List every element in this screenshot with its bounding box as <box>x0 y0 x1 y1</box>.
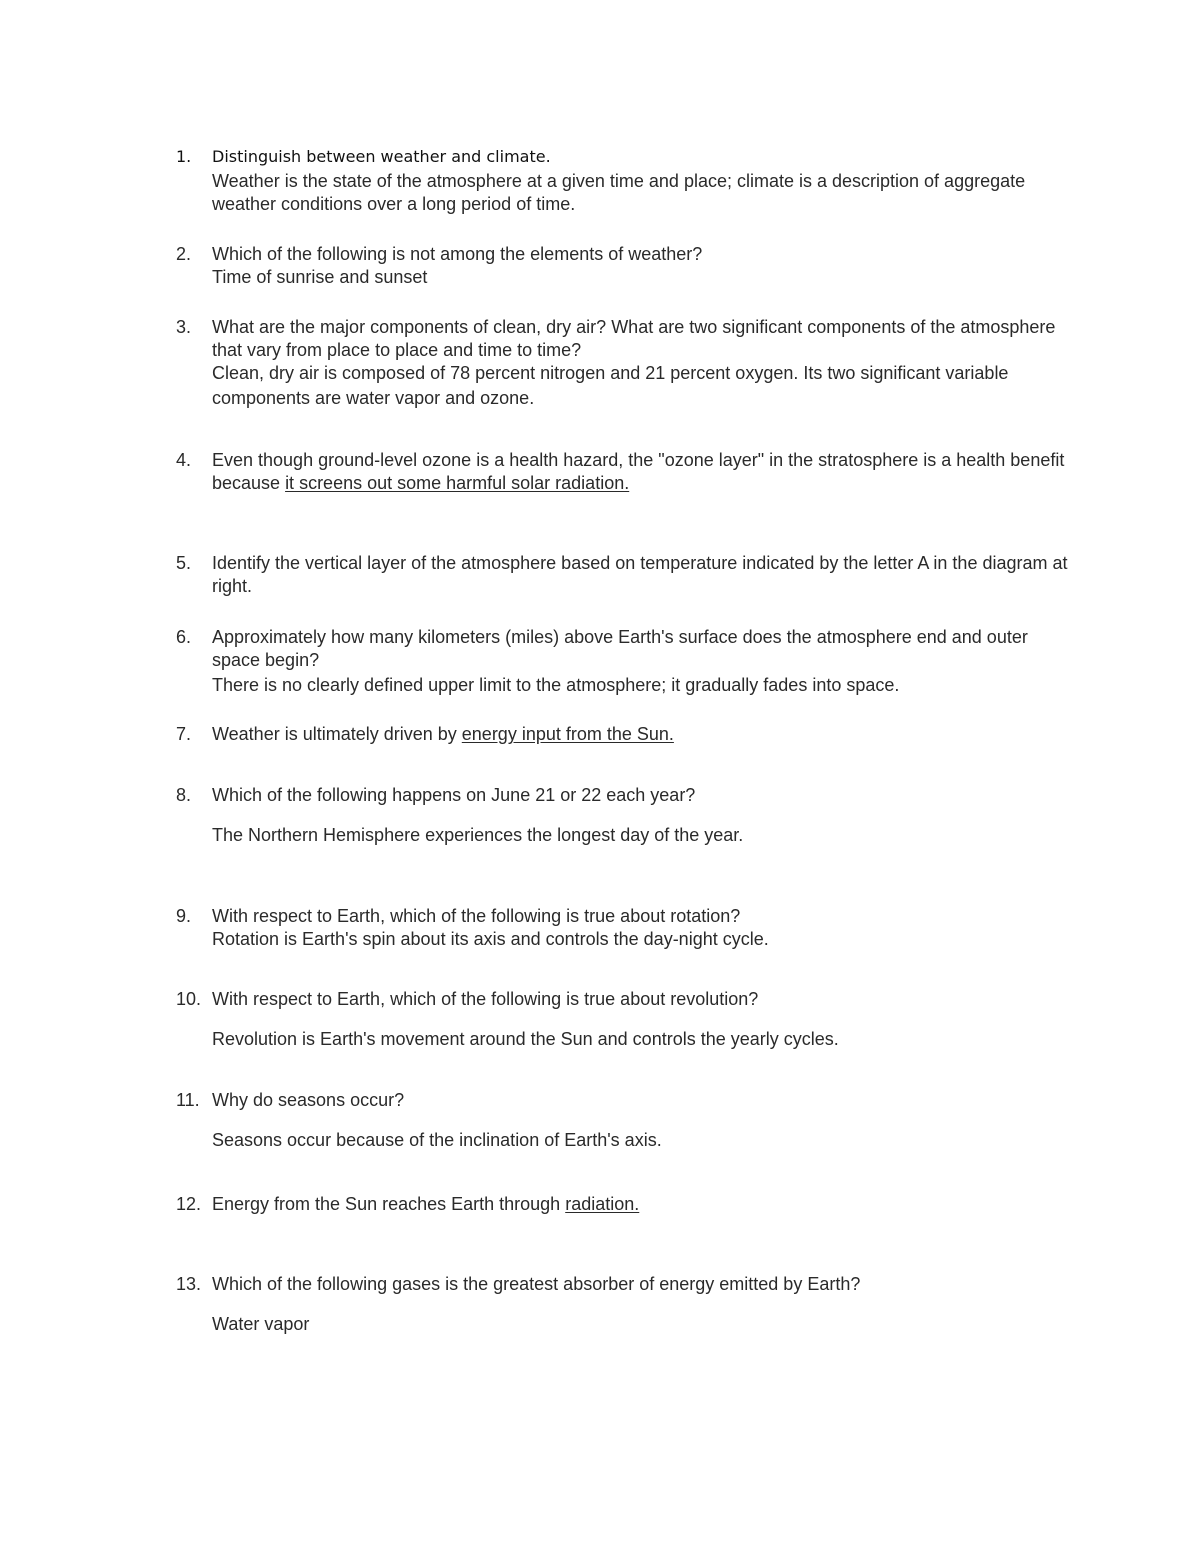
question-text: What are the major components of clean, dry air? What are two significant components of the atmosphere that vary from place to place and time to time? <box>212 317 1056 360</box>
question-prefix: Energy from the Sun reaches Earth through <box>212 1194 566 1214</box>
answer-text: Water vapor <box>212 1314 310 1334</box>
answer-text: Clean, dry air is composed of 78 percent nitrogen and 21 percent oxygen. Its two significant variable components are water vapor and ozone. <box>212 363 1009 408</box>
question-item-10 <box>176 988 1076 1051</box>
answer-text: Revolution is Earth's movement around the Sun and controls the yearly cycles. <box>212 1029 839 1049</box>
question-text <box>212 449 1076 495</box>
question-text: With respect to Earth, which of the following is true about rotation? <box>212 906 741 926</box>
question-text: Which of the following is not among the elements of weather? <box>212 244 703 264</box>
question-number: 3. <box>176 317 192 337</box>
underlined-answer: radiation. <box>565 1194 640 1214</box>
question-text: Approximately how many kilometers (miles) above Earth's surface does the atmosphere end and outer space begin? <box>212 627 1028 670</box>
question-text: Identify the vertical layer of the atmosphere based on temperature indicated by the letter A in the diagram at right. <box>212 553 1068 596</box>
underlined-answer: energy input from the Sun. <box>461 724 674 744</box>
question-item-7 <box>176 723 1076 746</box>
question-item-1 <box>176 145 1076 216</box>
answer-text: Seasons occur because of the inclination of Earth's axis. <box>212 1130 662 1150</box>
question-text: With respect to Earth, which of the following is true about revolution? <box>212 989 759 1009</box>
question-item-4 <box>176 449 1076 495</box>
question-prefix: Even though ground-level ozone is a health hazard, the "ozone layer" in the stratosphere is a health benefit because <box>212 450 1065 493</box>
question-item-2 <box>176 243 1076 289</box>
question-text: Which of the following happens on June 21 or 22 each year? <box>212 785 696 805</box>
question-text: Which of the following gases is the greatest absorber of energy emitted by Earth? <box>212 1274 861 1294</box>
question-number: 8. <box>176 785 192 805</box>
question-number: 11. <box>176 1090 200 1110</box>
answer-text: Weather is the state of the atmosphere at a given time and place; climate is a description of aggregate weather conditions over a long period of time. <box>212 171 1026 214</box>
question-prefix: Weather is ultimately driven by <box>212 724 462 744</box>
answer-text: Time of sunrise and sunset <box>212 267 428 287</box>
underlined-answer: it screens out some harmful solar radiation. <box>285 473 630 493</box>
question-item-6 <box>176 626 1076 697</box>
answer-text: The Northern Hemisphere experiences the longest day of the year. <box>212 825 744 845</box>
question-number: 7. <box>176 724 192 744</box>
question-number: 9. <box>176 906 192 926</box>
question-item-11 <box>176 1089 1076 1152</box>
question-item-8 <box>176 784 1076 847</box>
question-item-12 <box>176 1193 1076 1216</box>
question-number: 2. <box>176 244 192 264</box>
answer-text: Rotation is Earth's spin about its axis and controls the day-night cycle. <box>212 929 769 949</box>
question-item-3 <box>176 316 1076 411</box>
question-text <box>212 1193 1076 1216</box>
question-number: 1. <box>176 147 192 166</box>
question-number: 12. <box>176 1194 202 1214</box>
question-number: 4. <box>176 450 192 470</box>
question-text: Distinguish between weather and climate. <box>212 147 551 166</box>
answer-text: There is no clearly defined upper limit to the atmosphere; it gradually fades into space. <box>212 675 900 695</box>
question-item-9 <box>176 905 1076 951</box>
question-number: 10. <box>176 989 202 1009</box>
question-number: 5. <box>176 553 192 573</box>
question-text: Why do seasons occur? <box>212 1090 405 1110</box>
question-item-5 <box>176 552 1076 598</box>
question-text <box>212 723 1076 746</box>
question-item-13 <box>176 1273 1076 1336</box>
question-number: 6. <box>176 627 192 647</box>
question-number: 13. <box>176 1274 202 1294</box>
